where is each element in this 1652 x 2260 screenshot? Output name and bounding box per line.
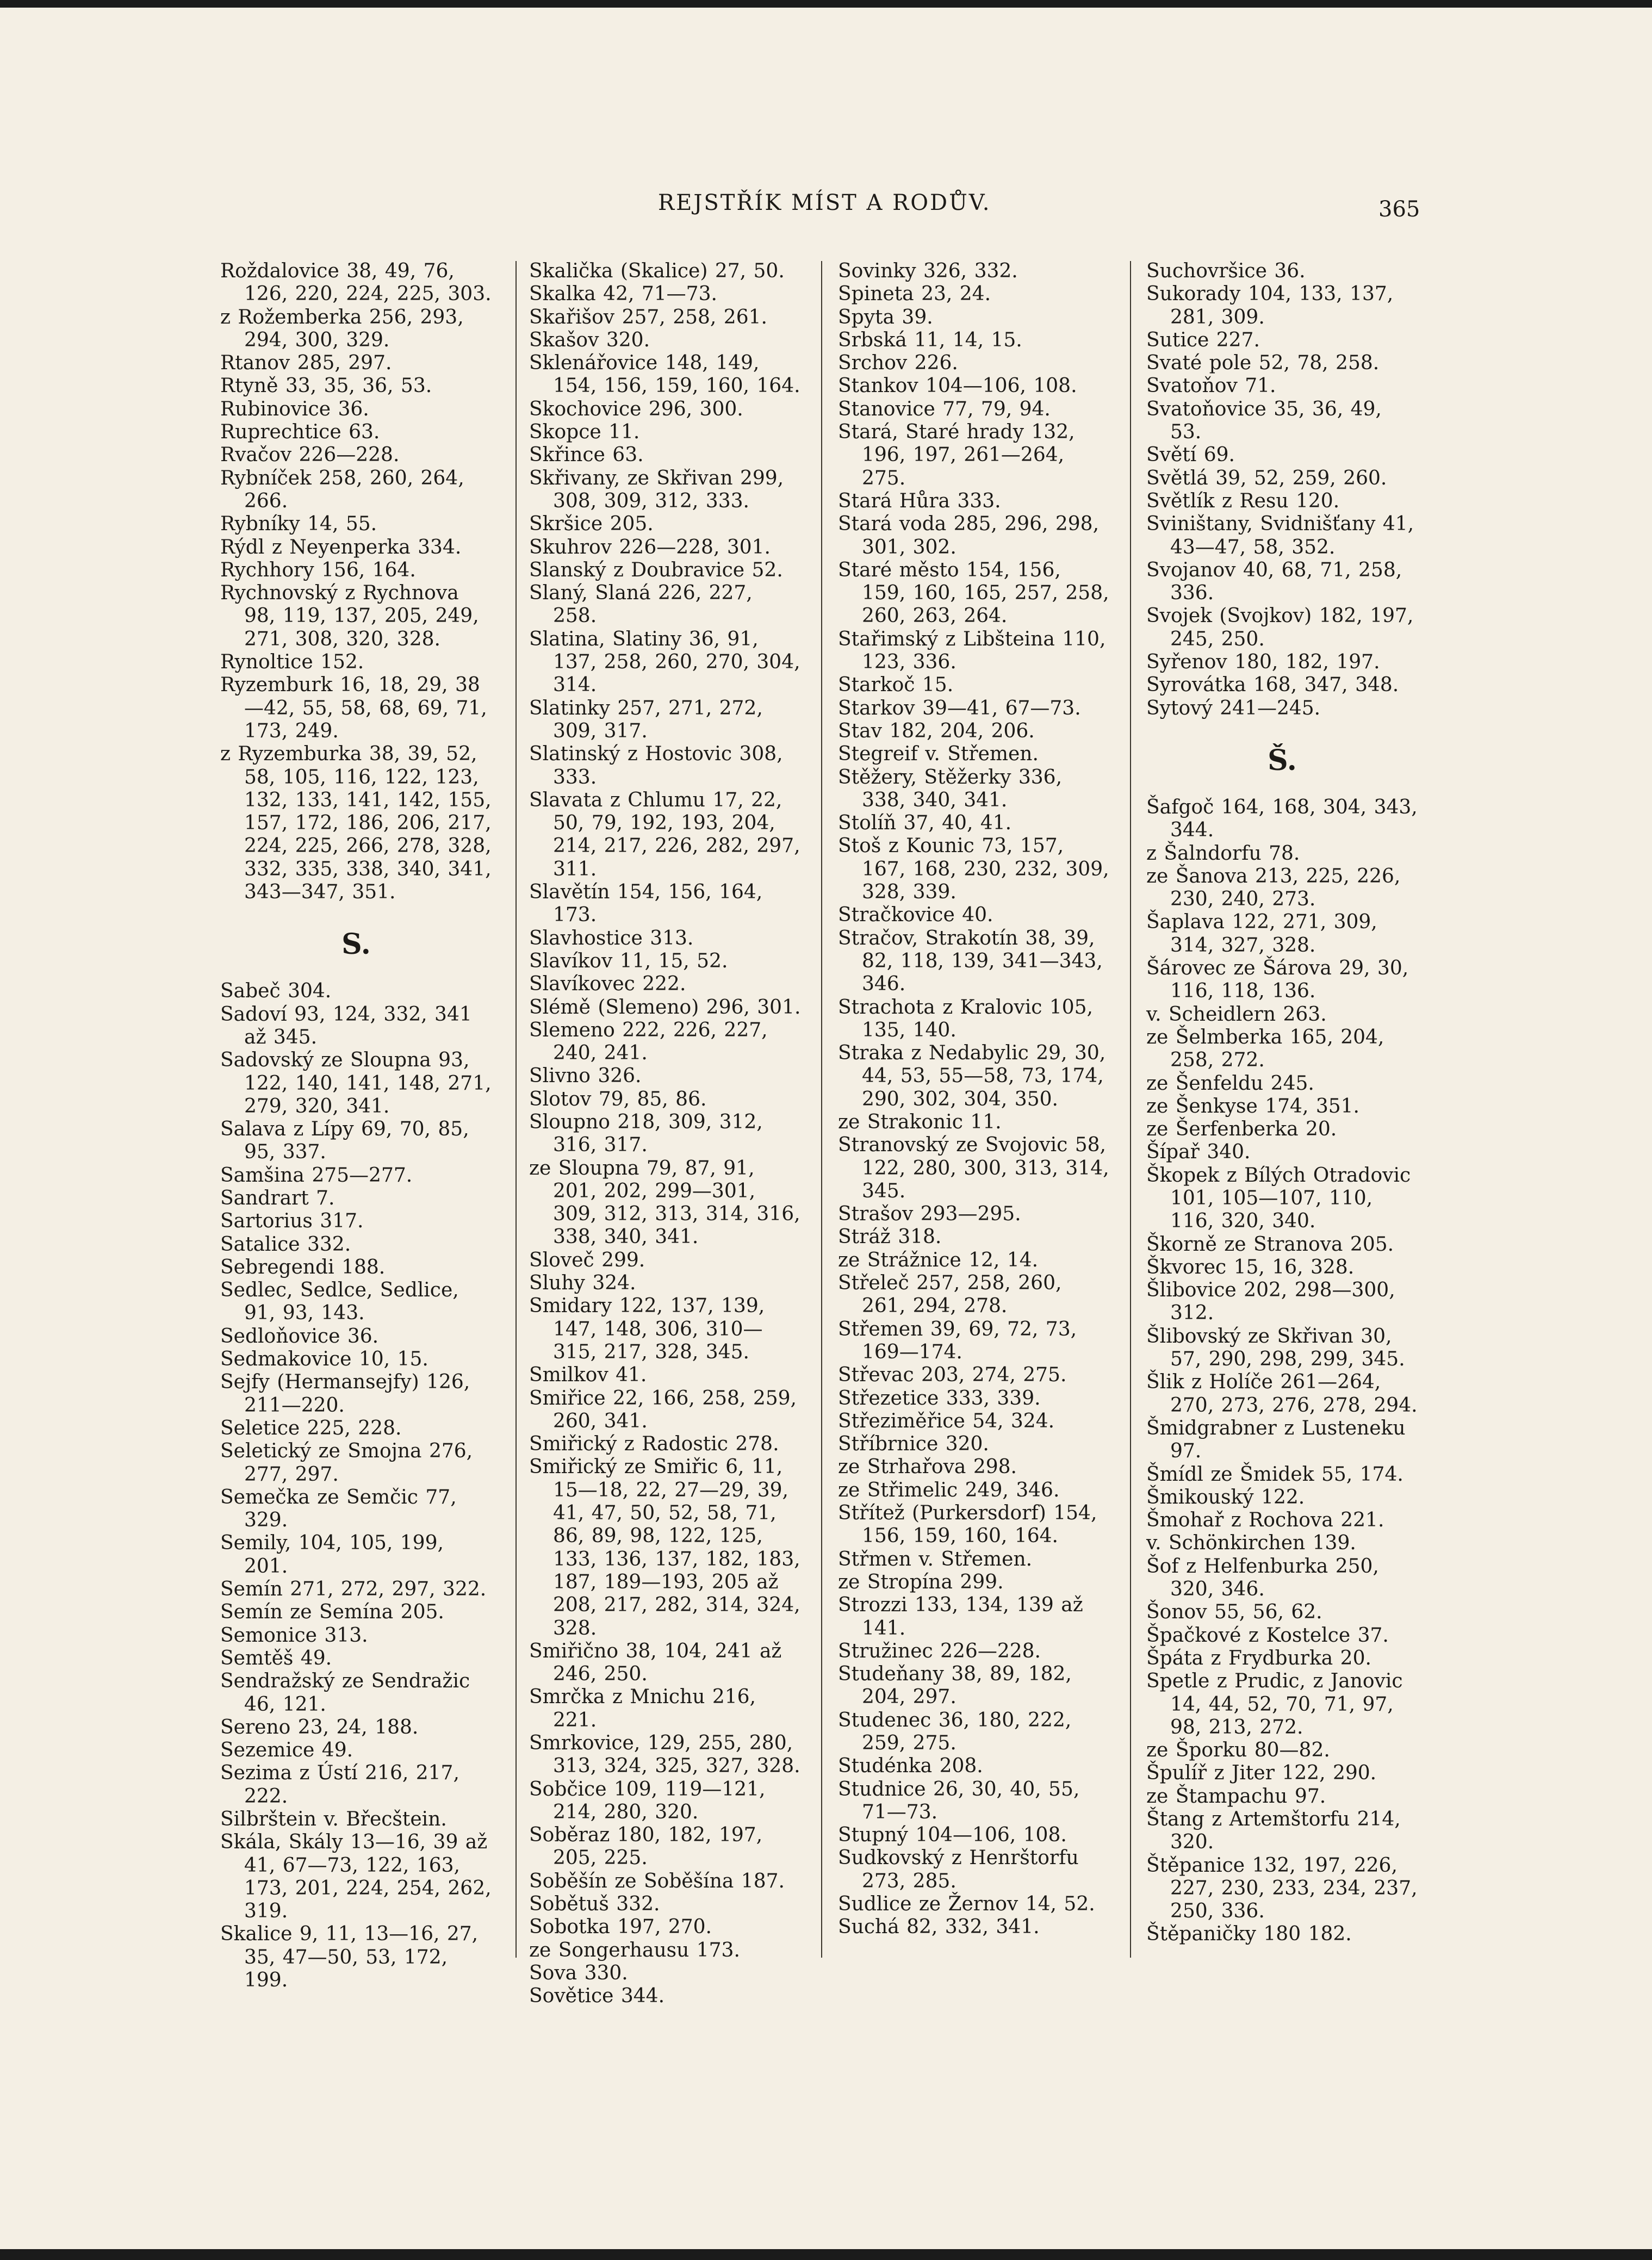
index-entry: Semín 271, 272, 297, 322. bbox=[220, 1578, 487, 1601]
index-entry: ze Strakonic 11. bbox=[838, 1110, 1002, 1133]
index-entry: Skochovice 296, 300. bbox=[529, 398, 743, 420]
index-entry: Rubinovice 36. bbox=[220, 398, 369, 420]
index-entry: Stráž 318. bbox=[838, 1226, 942, 1249]
index-entry: Smrkovice, 129, 255, 280, 313, 324, 325, 327, 328. bbox=[529, 1732, 800, 1778]
index-entry: Sabeč 304. bbox=[220, 980, 332, 1003]
index-entry: Střezetice 333, 339. bbox=[838, 1387, 1041, 1410]
index-entry: Svojanov 40, 68, 71, 258, 336. bbox=[1146, 558, 1402, 605]
index-entry: Rychhory 156, 164. bbox=[220, 558, 416, 581]
index-entry: Rynoltice 152. bbox=[220, 651, 364, 674]
index-entry: Samšina 275—277. bbox=[220, 1164, 413, 1187]
index-entry: Světlík z Resu 120. bbox=[1146, 489, 1340, 512]
index-entry: ze Songerhausu 173. bbox=[529, 1939, 740, 1961]
index-entry: Sobětuš 332. bbox=[529, 1893, 660, 1916]
index-entry: Sendražský ze Sendražic 46, 121. bbox=[220, 1670, 470, 1716]
index-entry: Slemeno 222, 226, 227, 240, 241. bbox=[529, 1019, 768, 1065]
index-entry: Sobčice 109, 119—121, 214, 280, 320. bbox=[529, 1778, 766, 1823]
index-entry: Sviništany, Svidnišťany 41, 43—47, 58, 352. bbox=[1146, 513, 1414, 558]
index-entry: Sudlice ze Žernov 14, 52. bbox=[838, 1893, 1095, 1916]
index-entry: Sejfy (Hermansejfy) 126, 211—220. bbox=[220, 1371, 470, 1417]
index-entry: Šafgoč 164, 168, 304, 343, 344. bbox=[1146, 796, 1418, 842]
index-entry: Sereno 23, 24, 188. bbox=[220, 1716, 419, 1739]
index-column-4 bbox=[1146, 260, 1418, 1946]
index-entry: Semín ze Semína 205. bbox=[220, 1601, 444, 1624]
index-entry: Sadoví 93, 124, 332, 341 až 345. bbox=[220, 1003, 472, 1048]
index-entry: Sandrart 7. bbox=[220, 1187, 335, 1209]
index-entry: Stěžery, Stěžerky 336, 338, 340, 341. bbox=[838, 766, 1063, 811]
index-entry: Šlik z Holíče 261—264, 270, 273, 276, 278, 294. bbox=[1146, 1371, 1418, 1417]
index-entry: Špáta z Frydburka 20. bbox=[1146, 1647, 1371, 1669]
index-entry: Strozzi 133, 134, 139 až 141. bbox=[838, 1594, 1083, 1640]
index-entry: Šlibovský ze Skřivan 30, 57, 290, 298, 299, 345. bbox=[1146, 1325, 1405, 1371]
column-rule bbox=[516, 261, 517, 1958]
index-entry: Sovětice 344. bbox=[529, 1985, 665, 2008]
index-entry: Slavětín 154, 156, 164, 173. bbox=[529, 881, 763, 927]
index-entry: Soběšín ze Soběšína 187. bbox=[529, 1870, 785, 1892]
index-entry: Světí 69. bbox=[1146, 444, 1235, 467]
index-entry: Svatoňovice 35, 36, 49, 53. bbox=[1146, 398, 1382, 444]
index-entry: Stav 182, 204, 206. bbox=[838, 719, 1035, 742]
index-entry: Štěpaničky 180 182. bbox=[1146, 1923, 1352, 1946]
index-entry: Studénka 208. bbox=[838, 1755, 983, 1778]
index-entry: Rýdl z Neyenperka 334. bbox=[220, 536, 462, 558]
index-entry: Skřince 63. bbox=[529, 444, 644, 467]
index-entry: Svaté pole 52, 78, 258. bbox=[1146, 352, 1380, 375]
index-entry: Slatinský z Hostovic 308, 333. bbox=[529, 743, 783, 788]
index-entry: Škvorec 15, 16, 328. bbox=[1146, 1256, 1355, 1278]
index-entry: ze Střimelic 249, 346. bbox=[838, 1479, 1060, 1501]
index-entry: Slaný, Slaná 226, 227, 258. bbox=[529, 582, 753, 628]
page-number: 365 bbox=[1378, 197, 1420, 222]
index-entry: Sluhy 324. bbox=[529, 1272, 636, 1295]
index-entry: Svojek (Svojkov) 182, 197, 245, 250. bbox=[1146, 605, 1414, 650]
index-entry: Roždalovice 38, 49, 76, 126, 220, 224, 225, 303. bbox=[220, 260, 492, 306]
index-entry: Smiřický ze Smiřic 6, 11, 15—18, 22, 27—29, 39, 41, 47, 50, 52, 58, 71, 86, 89, 98, 122, 125, 133, 136, 137, 182, 183, 187, 189—193, 205 až 208, 217, 282, 314, 324, 328. bbox=[529, 1456, 800, 1640]
index-entry: Stupný 104—106, 108. bbox=[838, 1824, 1067, 1847]
index-entry: Syrovátka 168, 347, 348. bbox=[1146, 674, 1399, 697]
scan-top-edge bbox=[0, 0, 1652, 8]
index-entry: Srbská 11, 14, 15. bbox=[838, 328, 1022, 351]
index-entry: ze Štampachu 97. bbox=[1146, 1785, 1326, 1808]
running-title: REJSTŘÍK MÍST A RODŮV. bbox=[658, 190, 991, 215]
index-entry: ze Šelmberka 165, 204, 258, 272. bbox=[1146, 1026, 1384, 1072]
index-entry: Skařišov 257, 258, 261. bbox=[529, 306, 767, 328]
index-column-2 bbox=[529, 260, 801, 2008]
index-entry: Stolíň 37, 40, 41. bbox=[838, 812, 1012, 835]
index-entry: v. Schönkirchen 139. bbox=[1146, 1532, 1356, 1555]
index-entry: Štang z Artemštorfu 214, 320. bbox=[1146, 1808, 1401, 1854]
index-entry: Skála, Skály 13—16, 39 až 41, 67—73, 122, 163, 173, 201, 224, 254, 262, 319. bbox=[220, 1831, 492, 1923]
index-entry: Špulíř z Jiter 122, 290. bbox=[1146, 1762, 1377, 1785]
index-entry: Studenec 36, 180, 222, 259, 275. bbox=[838, 1709, 1072, 1754]
index-entry: Škopek z Bílých Otradovic 101, 105—107, 110, 116, 320, 340. bbox=[1146, 1164, 1411, 1233]
index-entry: Smiřice 22, 166, 258, 259, 260, 341. bbox=[529, 1387, 797, 1432]
index-entry: Studnice 26, 30, 40, 55, 71—73. bbox=[838, 1778, 1080, 1823]
scan-bottom-edge bbox=[0, 2249, 1652, 2260]
index-entry: Stařimský z Libšteina 110, 123, 336. bbox=[838, 628, 1106, 674]
index-entry: Šof z Helfenburka 250, 320, 346. bbox=[1146, 1555, 1379, 1601]
index-entry: ze Strážnice 12, 14. bbox=[838, 1249, 1039, 1271]
index-entry: Smrčka z Mnichu 216, 221. bbox=[529, 1686, 756, 1731]
page-header bbox=[0, 190, 1652, 223]
index-entry: Suchovršice 36. bbox=[1146, 260, 1306, 282]
index-entry: Sloupno 218, 309, 312, 316, 317. bbox=[529, 1110, 763, 1157]
index-entry: Soběraz 180, 182, 197, 205, 225. bbox=[529, 1824, 763, 1870]
index-entry: Stračkovice 40. bbox=[838, 904, 993, 927]
column-rule bbox=[1130, 261, 1131, 1958]
index-entry: Sobotka 197, 270. bbox=[529, 1916, 712, 1939]
index-entry: Stegreif v. Střemen. bbox=[838, 743, 1039, 766]
index-entry: Smiřický z Radostic 278. bbox=[529, 1433, 779, 1456]
index-entry: Sebregendi 188. bbox=[220, 1256, 386, 1278]
index-entry: Starkoč 15. bbox=[838, 674, 954, 697]
index-entry: z Rožemberka 256, 293, 294, 300, 329. bbox=[220, 306, 464, 351]
index-entry: Škorně ze Stranova 205. bbox=[1146, 1233, 1394, 1256]
index-entry: Šípař 340. bbox=[1146, 1141, 1251, 1164]
index-entry: Seletický ze Smojna 276, 277, 297. bbox=[220, 1440, 473, 1486]
index-column-3 bbox=[838, 260, 1110, 1939]
index-entry: Stará, Staré hrady 132, 196, 197, 261—264, 275. bbox=[838, 421, 1075, 489]
index-entry: Sova 330. bbox=[529, 1961, 628, 1984]
index-entry: Slavhostice 313. bbox=[529, 927, 694, 949]
index-entry: Slanský z Doubravice 52. bbox=[529, 558, 783, 581]
index-entry: Stračov, Strakotín 38, 39, 82, 118, 139, 341—343, 346. bbox=[838, 927, 1103, 996]
index-entry: ze Šanova 213, 225, 226, 230, 240, 273. bbox=[1146, 865, 1401, 911]
index-entry: Stará voda 285, 296, 298, 301, 302. bbox=[838, 513, 1100, 558]
index-entry: Sadovský ze Sloupna 93, 122, 140, 141, 148, 271, 279, 320, 341. bbox=[220, 1049, 492, 1117]
index-entry: Svatoňov 71. bbox=[1146, 375, 1276, 398]
index-entry: Rychnovský z Rychnova 98, 119, 137, 205, 249, 271, 308, 320, 328. bbox=[220, 582, 479, 650]
index-entry: Smiřično 38, 104, 241 až 246, 250. bbox=[529, 1640, 782, 1686]
index-entry: Slémě (Slemeno) 296, 301. bbox=[529, 996, 801, 1019]
index-entry: Ruprechtice 63. bbox=[220, 421, 380, 444]
index-entry: Šmohař z Rochova 221. bbox=[1146, 1509, 1384, 1532]
index-entry: Rtyně 33, 35, 36, 53. bbox=[220, 375, 432, 398]
index-entry: Silbrštein v. Břecštein. bbox=[220, 1808, 447, 1830]
index-entry: Skalka 42, 71—73. bbox=[529, 283, 717, 306]
index-entry: Strachota z Kralovic 105, 135, 140. bbox=[838, 996, 1093, 1041]
index-entry: Slotov 79, 85, 86. bbox=[529, 1088, 707, 1110]
index-entry: Stříbrnice 320. bbox=[838, 1433, 989, 1456]
index-entry: Studeňany 38, 89, 182, 204, 297. bbox=[838, 1663, 1072, 1709]
index-entry: ze Stropína 299. bbox=[838, 1570, 1004, 1593]
index-entry: Stranovský ze Svojovic 58, 122, 280, 300, 313, 314, 345. bbox=[838, 1134, 1109, 1202]
index-entry: Střmen v. Střemen. bbox=[838, 1548, 1033, 1570]
index-entry: ze Šerfenberka 20. bbox=[1146, 1118, 1337, 1141]
index-entry: Sutice 227. bbox=[1146, 328, 1260, 351]
index-entry: Strašov 293—295. bbox=[838, 1203, 1021, 1226]
index-entry: Střemen 39, 69, 72, 73, 169—174. bbox=[838, 1318, 1077, 1363]
index-entry: Sedlec, Sedlce, Sedlice, 91, 93, 143. bbox=[220, 1279, 459, 1325]
index-entry: Šaplava 122, 271, 309, 314, 327, 328. bbox=[1146, 911, 1377, 957]
index-entry: Slatina, Slatiny 36, 91, 137, 258, 260, 270, 304, 314. bbox=[529, 628, 800, 697]
index-entry: Smilkov 41. bbox=[529, 1364, 647, 1387]
index-entry: Slivno 326. bbox=[529, 1065, 642, 1088]
index-entry: Štěpanice 132, 197, 226, 227, 230, 233, 234, 237, 250, 336. bbox=[1146, 1854, 1418, 1923]
index-entry: Šmikouský 122. bbox=[1146, 1486, 1305, 1508]
index-entry: Slavíkovec 222. bbox=[529, 973, 686, 996]
index-entry: ze Sloupna 79, 87, 91, 201, 202, 299—301, 309, 312, 313, 314, 316, 338, 340, 341. bbox=[529, 1157, 800, 1249]
index-entry: Staré město 154, 156, 159, 160, 165, 257, 258, 260, 263, 264. bbox=[838, 558, 1109, 628]
index-entry: Spetle z Prudic, z Janovic 14, 44, 52, 70, 71, 97, 98, 213, 272. bbox=[1146, 1670, 1403, 1739]
index-entry: ze Strhařova 298. bbox=[838, 1456, 1017, 1479]
index-entry: Stoš z Kounic 73, 157, 167, 168, 230, 232, 309, 328, 339. bbox=[838, 835, 1109, 904]
index-entry: Střevac 203, 274, 275. bbox=[838, 1364, 1067, 1387]
index-entry: Sezemice 49. bbox=[220, 1739, 353, 1762]
index-entry: Rtanov 285, 297. bbox=[220, 352, 392, 375]
index-entry: Stružinec 226—228. bbox=[838, 1640, 1041, 1662]
index-entry: Skuhrov 226—228, 301. bbox=[529, 536, 771, 558]
index-entry: Šmidgrabner z Lusteneku 97. bbox=[1146, 1417, 1406, 1463]
index-entry: Semečka ze Semčic 77, 329. bbox=[220, 1486, 457, 1532]
index-entry: v. Scheidlern 263. bbox=[1146, 1003, 1327, 1026]
index-entry: Straka z Nedabylic 29, 30, 44, 53, 55—58, 73, 174, 290, 302, 304, 350. bbox=[838, 1042, 1106, 1110]
index-entry: Semtěš 49. bbox=[220, 1647, 332, 1669]
index-entry: Skopce 11. bbox=[529, 421, 640, 444]
index-entry: Skršice 205. bbox=[529, 513, 654, 536]
index-entry: Světlá 39, 52, 259, 260. bbox=[1146, 467, 1387, 489]
index-entry: Šlibovice 202, 298—300, 312. bbox=[1146, 1279, 1395, 1325]
index-entry: Suchá 82, 332, 341. bbox=[838, 1916, 1040, 1939]
column-rule bbox=[821, 261, 822, 1958]
index-entry: Sudkovský z Henrštorfu 273, 285. bbox=[838, 1847, 1079, 1892]
index-entry: Špačkové z Kostelce 37. bbox=[1146, 1624, 1389, 1647]
index-entry: ze Šenkyse 174, 351. bbox=[1146, 1095, 1359, 1117]
index-entry: Skalice 9, 11, 13—16, 27, 35, 47—50, 53, 172, 199. bbox=[220, 1923, 479, 1992]
index-entry: Stará Hůra 333. bbox=[838, 489, 1001, 512]
index-entry: Střeleč 257, 258, 260, 261, 294, 278. bbox=[838, 1272, 1062, 1318]
index-entry: z Ryzemburka 38, 39, 52, 58, 105, 116, 122, 123, 132, 133, 141, 142, 155, 157, 172, 186, 206, 217, 224, 225, 266, 278, 328, 332, 335, 338, 340, 341, 343—347, 351. bbox=[220, 743, 492, 904]
index-entry: Sedloňovice 36. bbox=[220, 1325, 379, 1348]
index-entry: ze Šporku 80—82. bbox=[1146, 1739, 1330, 1762]
index-entry: Stanovice 77, 79, 94. bbox=[838, 398, 1051, 420]
index-entry: Salava z Lípy 69, 70, 85, 95, 337. bbox=[220, 1118, 469, 1164]
index-entry: Starkov 39—41, 67—73. bbox=[838, 697, 1081, 719]
index-entry: Slavíkov 11, 15, 52. bbox=[529, 949, 728, 972]
index-entry: Rybníček 258, 260, 264, 266. bbox=[220, 467, 464, 512]
index-entry: Rybníky 14, 55. bbox=[220, 513, 377, 536]
index-entry: Sloveč 299. bbox=[529, 1249, 645, 1271]
index-entry: Satalice 332. bbox=[220, 1233, 351, 1256]
index-entry: Smidary 122, 137, 139, 147, 148, 306, 310—315, 217, 328, 345. bbox=[529, 1295, 765, 1363]
index-entry: Syřenov 180, 182, 197. bbox=[1146, 651, 1380, 674]
index-entry: Semily, 104, 105, 199, 201. bbox=[220, 1532, 444, 1578]
index-entry: Sovinky 326, 332. bbox=[838, 260, 1018, 282]
index-entry: Šmídl ze Šmidek 55, 174. bbox=[1146, 1463, 1403, 1486]
index-entry: Sedmakovice 10, 15. bbox=[220, 1348, 428, 1371]
index-entry: Spyta 39. bbox=[838, 306, 933, 328]
index-entry: Sklenářovice 148, 149, 154, 156, 159, 160, 164. bbox=[529, 352, 800, 398]
index-entry: Sezima z Ústí 216, 217, 222. bbox=[220, 1762, 459, 1808]
index-entry: Skašov 320. bbox=[529, 328, 650, 351]
index-entry: Rvačov 226—228. bbox=[220, 444, 400, 467]
index-entry: z Šalndorfu 78. bbox=[1146, 842, 1300, 865]
section-letter: S. bbox=[341, 928, 371, 961]
index-entry: Sytový 241—245. bbox=[1146, 697, 1321, 719]
section-letter: Š. bbox=[1268, 743, 1297, 777]
index-column-1 bbox=[220, 260, 492, 1992]
index-entry: Ryzemburk 16, 18, 29, 38—42, 55, 58, 68, 69, 71, 173, 249. bbox=[220, 674, 487, 742]
index-entry: Slatinky 257, 271, 272, 309, 317. bbox=[529, 697, 763, 742]
index-entry: Sukorady 104, 133, 137, 281, 309. bbox=[1146, 283, 1394, 328]
index-entry: Stankov 104—106, 108. bbox=[838, 375, 1077, 398]
index-entry: Semonice 313. bbox=[220, 1624, 368, 1647]
index-entry: Skřivany, ze Skřivan 299, 308, 309, 312, 333. bbox=[529, 467, 784, 512]
index-entry: Sartorius 317. bbox=[220, 1210, 364, 1233]
index-entry: Střítež (Purkersdorf) 154, 156, 159, 160, 164. bbox=[838, 1502, 1097, 1548]
index-entry: Skalička (Skalice) 27, 50. bbox=[529, 260, 785, 282]
index-entry: Slavata z Chlumu 17, 22, 50, 79, 192, 193, 204, 214, 217, 226, 282, 297, 311. bbox=[529, 788, 800, 880]
index-entry: Srchov 226. bbox=[838, 352, 958, 375]
index-entry: Šonov 55, 56, 62. bbox=[1146, 1601, 1322, 1624]
index-entry: ze Šenfeldu 245. bbox=[1146, 1072, 1314, 1095]
index-entry: Spineta 23, 24. bbox=[838, 283, 991, 306]
index-entry: Střeziměřice 54, 324. bbox=[838, 1410, 1055, 1432]
index-entry: Šárovec ze Šárova 29, 30, 116, 118, 136. bbox=[1146, 957, 1409, 1003]
index-entry: Seletice 225, 228. bbox=[220, 1417, 402, 1439]
